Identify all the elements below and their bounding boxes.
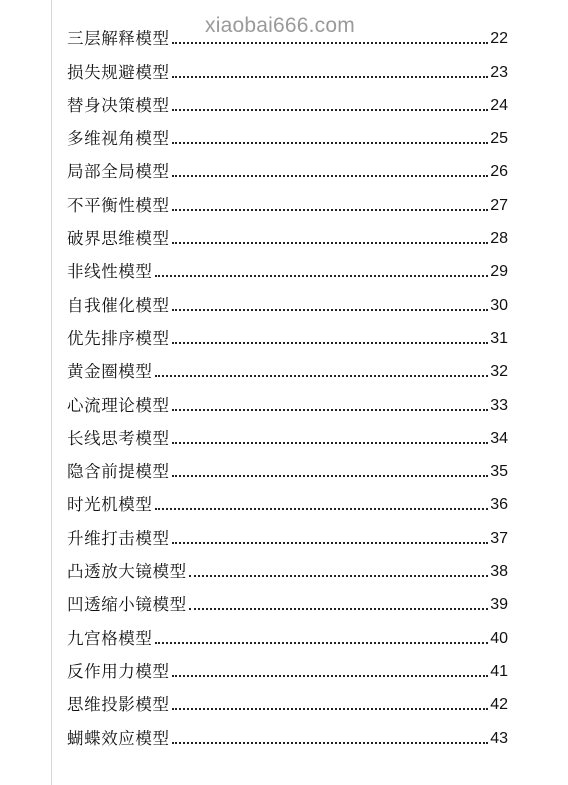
toc-dot-leader	[172, 142, 489, 144]
toc-entry[interactable]	[67, 650, 508, 683]
toc-entry[interactable]	[67, 217, 508, 250]
toc-dot-leader	[172, 309, 489, 311]
toc-entry-title: 黄金圈模型	[67, 362, 153, 382]
toc-dot-leader	[155, 642, 489, 644]
toc-entry-page: 42	[490, 696, 508, 714]
watermark: xiaobai666.com	[205, 14, 355, 37]
toc-dot-leader	[155, 375, 489, 377]
toc-entry-page: 29	[490, 263, 508, 281]
toc-entry[interactable]	[67, 450, 508, 483]
toc-entry-title: 非线性模型	[67, 262, 153, 282]
toc-entry-title: 自我催化模型	[67, 295, 170, 315]
toc-entry[interactable]	[67, 616, 508, 649]
toc-entry-title: 凸透放大镜模型	[67, 562, 187, 582]
toc-dot-leader	[189, 608, 489, 610]
toc-entry-page: 43	[490, 729, 508, 747]
toc-entry-title: 三层解释模型	[67, 29, 170, 49]
toc-entry-title: 不平衡性模型	[67, 195, 170, 215]
toc-dot-leader	[189, 575, 489, 577]
toc-entry-page: 26	[490, 163, 508, 181]
toc-entry[interactable]	[67, 417, 508, 450]
toc-entry-title: 长线思考模型	[67, 428, 170, 448]
toc-entry-page: 24	[490, 96, 508, 114]
toc-dot-leader	[172, 442, 489, 444]
toc-entry-page: 27	[490, 196, 508, 214]
toc-entry-title: 时光机模型	[67, 495, 153, 515]
toc-entry-page: 22	[490, 30, 508, 48]
toc-dot-leader	[172, 342, 489, 344]
toc-entry[interactable]	[67, 250, 508, 283]
toc-entry[interactable]	[67, 683, 508, 716]
toc-entry-page: 30	[490, 296, 508, 314]
toc-dot-leader	[172, 708, 489, 710]
toc-entry-page: 35	[490, 463, 508, 481]
toc-entry-page: 40	[490, 629, 508, 647]
toc-entry-page: 32	[490, 363, 508, 381]
toc-entry-title: 思维投影模型	[67, 695, 170, 715]
toc-dot-leader	[172, 209, 489, 211]
toc-dot-leader	[172, 542, 489, 544]
toc-dot-leader	[155, 508, 489, 510]
toc-entry-title: 破界思维模型	[67, 229, 170, 249]
toc-entry-page: 25	[490, 130, 508, 148]
toc-entry-page: 23	[490, 63, 508, 81]
toc-dot-leader	[172, 175, 489, 177]
toc-entry[interactable]	[67, 383, 508, 416]
toc-entry[interactable]	[67, 84, 508, 117]
toc-entry[interactable]	[67, 516, 508, 549]
toc-entry-page: 39	[490, 596, 508, 614]
toc-entry-title: 局部全局模型	[67, 162, 170, 182]
toc-entry[interactable]	[67, 117, 508, 150]
toc-entry[interactable]	[67, 150, 508, 183]
toc-dot-leader	[172, 675, 489, 677]
toc-entry-title: 隐含前提模型	[67, 462, 170, 482]
toc-entry-title: 反作用力模型	[67, 661, 170, 681]
toc-entry-title: 优先排序模型	[67, 328, 170, 348]
toc-entry-title: 蝴蝶效应模型	[67, 728, 170, 748]
toc-entry-page: 33	[490, 396, 508, 414]
toc-entry[interactable]	[67, 350, 508, 383]
toc-entry[interactable]	[67, 317, 508, 350]
toc-entry-title: 损失规避模型	[67, 62, 170, 82]
toc-entry-title: 多维视角模型	[67, 129, 170, 149]
toc-entry-title: 心流理论模型	[67, 395, 170, 415]
toc-dot-leader	[172, 109, 489, 111]
toc-entry[interactable]	[67, 583, 508, 616]
toc-dot-leader	[172, 42, 489, 44]
toc-dot-leader	[172, 76, 489, 78]
toc-entry-title: 九宫格模型	[67, 628, 153, 648]
toc-entry-title: 替身决策模型	[67, 95, 170, 115]
toc-entry-title: 凹透缩小镜模型	[67, 595, 187, 615]
toc-entry-page: 28	[490, 230, 508, 248]
toc-entry[interactable]	[67, 550, 508, 583]
toc-entry-title: 升维打击模型	[67, 528, 170, 548]
toc-entry-page: 36	[490, 496, 508, 514]
toc-dot-leader	[172, 475, 489, 477]
toc-entry-page: 37	[490, 529, 508, 547]
toc-entry[interactable]	[67, 183, 508, 216]
toc-entry[interactable]	[67, 483, 508, 516]
toc-dot-leader	[172, 742, 489, 744]
toc-entry-page: 34	[490, 429, 508, 447]
toc-entry-page: 38	[490, 563, 508, 581]
toc-entry[interactable]	[67, 50, 508, 83]
toc-entry-page: 41	[490, 662, 508, 680]
toc-dot-leader	[155, 275, 489, 277]
toc-entry[interactable]	[67, 283, 508, 316]
table-of-contents	[67, 17, 508, 750]
toc-dot-leader	[172, 409, 489, 411]
page-margin-line	[51, 0, 52, 785]
toc-entry[interactable]	[67, 716, 508, 749]
toc-entry-page: 31	[490, 329, 508, 347]
toc-dot-leader	[172, 242, 489, 244]
